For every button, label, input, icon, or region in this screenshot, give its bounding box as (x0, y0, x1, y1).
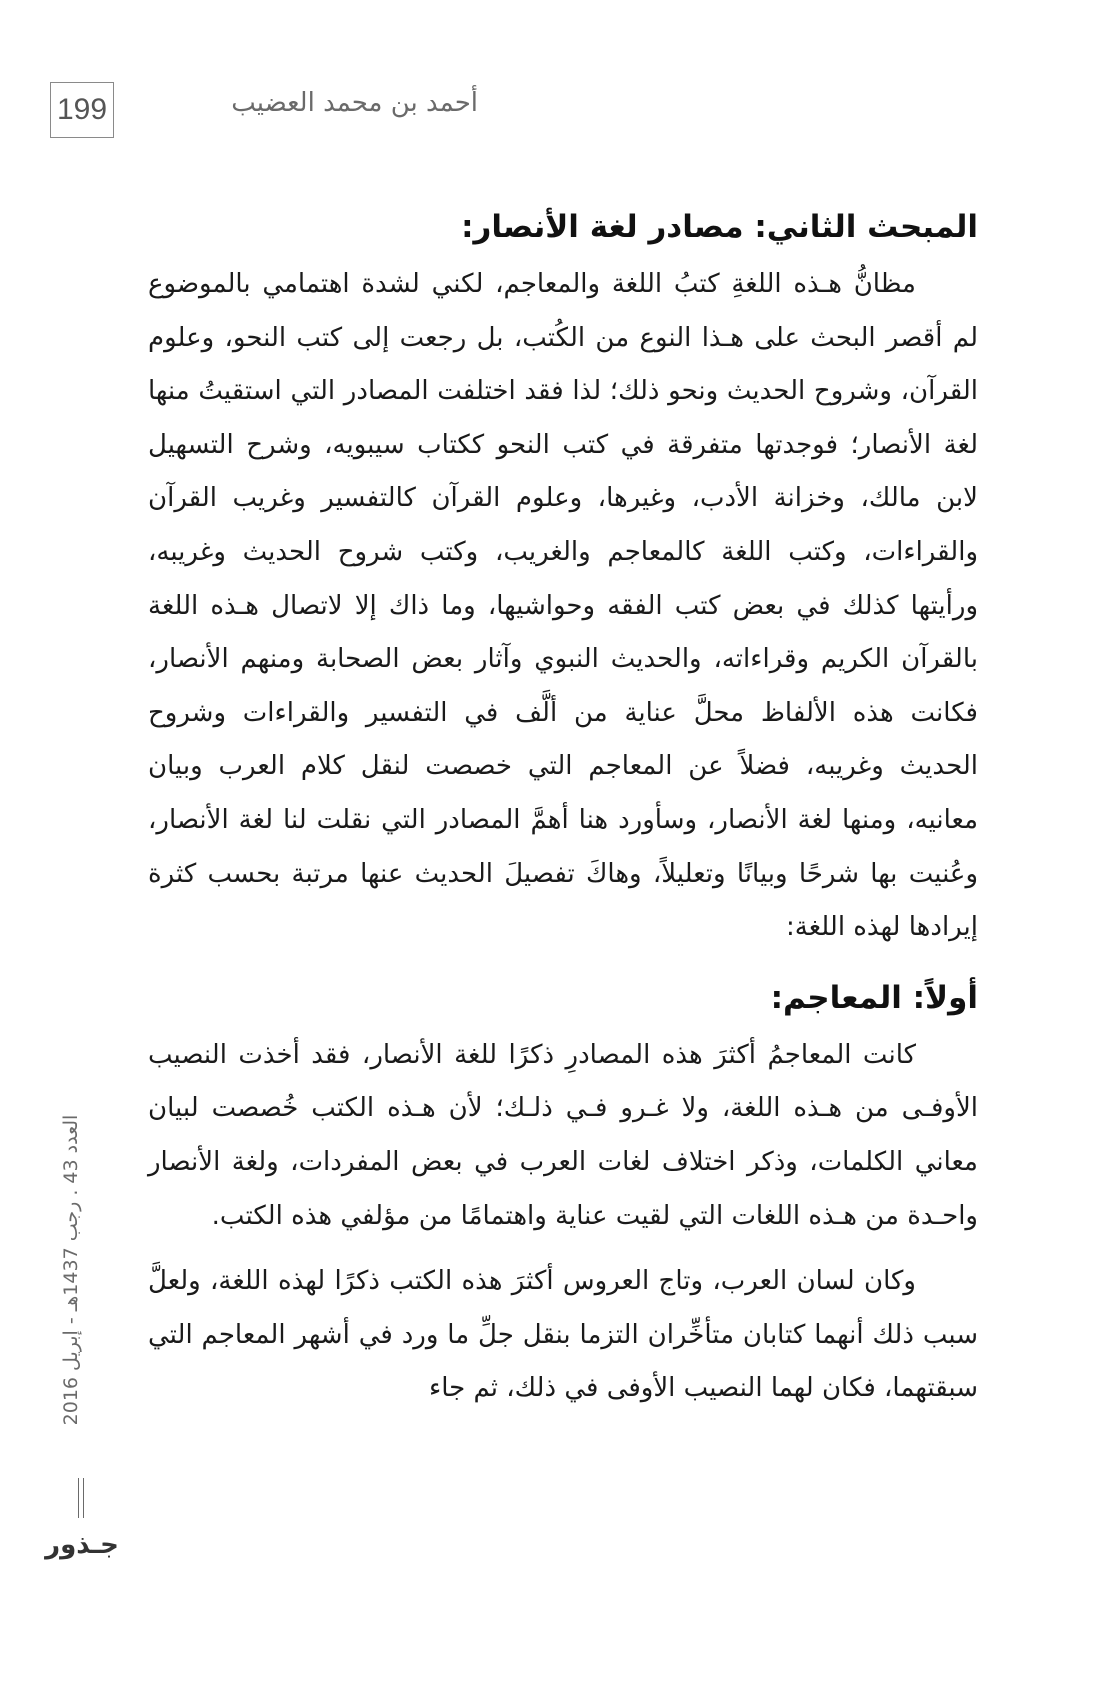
paragraph: وكان لسان العرب، وتاج العروس أكثرَ هذه الكتب ذكرًا لهذه اللغة، ولعلَّ سبب ذلك أنهما كتابان متأخِّران التزما بنقل جلِّ ما ورد في أشهر المعاجم التي سبقتهما، فكان لهما النصيب الأوفى في ذلك، ثم جاء (148, 1266, 978, 1404)
side-divider (78, 1478, 84, 1518)
page-number: 199 (56, 93, 108, 126)
paragraph: كانت المعاجمُ أكثرَ هذه المصادرِ ذكرًا للغة الأنصار، فقد أخذت النصيب الأوفـى من هـذه اللغة، ولا غـرو فـي ذلـك؛ لأن هـذه الكتب خُصصت لبيان معاني الكلمات، وذكر اختلاف لغات العرب في بعض المفردات، ولغة الأنصار واحـدة من هـذه اللغات التي لقيت عناية واهتمامًا من مؤلفي هذه الكتب. (148, 1039, 978, 1231)
article-body (148, 196, 978, 1416)
subsection-title: أولاً: المعاجم: (770, 979, 978, 1016)
issue-info: العدد 43 . رجب 1437هـ - إبريل 2016 (60, 1114, 82, 1426)
paragraph: مظانُّ هـذه اللغةِ كتبُ اللغة والمعاجم، لكني لشدة اهتمامي بالموضوع لم أقصر البحث على هـذا النوع من الكُتب، بل رجعت إلى كتب النحو، وعلوم القرآن، وشروح الحديث ونحو ذلك؛ لذا فقد اختلفت المصادر التي استقيتُ منها لغة الأنصار؛ فوجدتها متفرقة في كتب النحو ككتاب سيبويه، وشرح التسهيل لابن مالك، وخزانة الأدب، وغيرها، وعلوم القرآن كالتفسير وغريب القرآن والقراءات، وكتب اللغة كالمعاجم والغريب، وكتب شروح الحديث وغريبه، ورأيتها كذلك في بعض كتب الفقه وحواشيها، وما ذاك إلا لاتصال هـذه اللغة بالقرآن الكريم وقراءاته، والحديث النبوي وآثار بعض الصحابة ومنهم الأنصار، فكانت هذه الألفاظ محلَّ عناية من ألَّف في التفسير والقراءات وشروح الحديث وغريبه، فضلاً عن المعاجم التي خصصت لنقل كلام العرب وبيان معانيه، ومنها لغة الأنصار، وسأورد هنا أهمَّ المصادر التي نقلت لنا لغة الأنصار، وعُنيت بها شرحًا وبيانًا وتعليلاً، وهاكَ تفصيلَ الحديث عنها مرتبة بحسب كثرة إيرادها لهذه اللغة: (148, 269, 978, 943)
page-number-box (50, 82, 114, 138)
section-title: المبحث الثاني: مصادر لغة الأنصار: (461, 209, 978, 245)
running-header-author: أحمد بن محمد العضيب (231, 88, 478, 118)
journal-logo: جـذور (45, 1530, 119, 1560)
